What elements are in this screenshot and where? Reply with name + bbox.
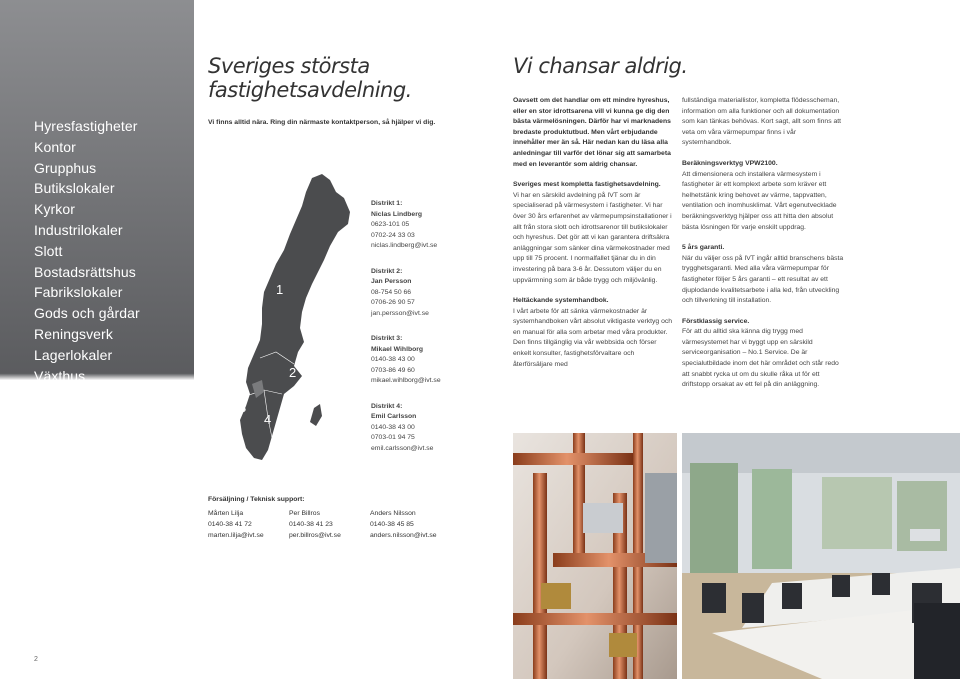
sweden-map <box>232 172 362 464</box>
district-block <box>371 267 441 320</box>
section-body: fullständiga materiallistor, kompletta flödesscheman, information om alla funktioner och all dokumentation som kan tänkas behövas. Kort sagt, allt som finns att veta om våra värmepumpar finns i vår systemhandbok. <box>682 97 842 147</box>
copper-pipes-photo <box>513 433 677 679</box>
category-item: Grupphus <box>34 159 97 176</box>
district-block <box>371 402 441 455</box>
district-name: Mikael Wihlborg <box>371 345 424 353</box>
district-email[interactable]: niclas.lindberg@ivt.se <box>371 242 438 249</box>
district-heading: Distrikt 3: <box>371 335 403 342</box>
contact-phone: 0140-38 45 85 <box>370 521 414 528</box>
district-phone: 08-754 50 66 <box>371 288 412 296</box>
contact-email[interactable]: anders.nilsson@ivt.se <box>370 532 437 539</box>
contact-phone: 0140-38 41 23 <box>289 521 333 528</box>
section-heading: 5 års garanti. <box>682 244 725 252</box>
section-heading: Heltäckande systemhandbok. <box>513 297 609 305</box>
lead-paragraph: Oavsett om det handlar om ett mindre hyreshus, eller en stor idrottsarena vill vi kunna ge dig den bästa värmelösningen. Därför har vi marknadens bredaste produktutbud. Men vårt erbjudande innehåller mer än så. Här nedan kan du läsa alla anledningar till varför det lönar sig att samarbeta med en leverantör som aldrig chansar. <box>513 97 671 168</box>
district-phone: 0140-38 43 00 <box>371 423 415 431</box>
district-email[interactable]: mikael.wihlborg@ivt.se <box>371 377 441 384</box>
category-item: Fabrikslokaler <box>34 284 123 301</box>
map-shape <box>240 174 350 460</box>
section-body: Vi har en särskild avdelning på IVT som är specialiserad på värmesystem i fastigheter. Vi har över 30 års erfarenhet av värmepumpsinstallationer i allt från stora slott och idrottsarenor till butikslokaler och hyreshus. Det gör att vi kan garantera driftsäkra anläggningar som sänker dina värmekostnader med upp till 75 procent. I normalfallet tjänar du in din investering på bara 3-6 år. Dessutom väljer du en uppvärmning som är både trygg och miljövänlig. <box>513 191 672 284</box>
contact-name: Mårten Lilja <box>208 510 244 517</box>
contact-email[interactable]: marten.lilja@ivt.se <box>208 532 264 539</box>
contact-name: Anders Nilsson <box>370 510 416 517</box>
district-phone: 0140-38 43 00 <box>371 356 415 363</box>
category-item: Butikslokaler <box>34 180 115 197</box>
category-item: Lagerlokaler <box>34 346 113 363</box>
sales-contact <box>289 508 369 541</box>
category-item: Industrilokaler <box>34 221 123 238</box>
district-phone: 0623-101 05 <box>371 221 410 228</box>
category-item: Reningsverk <box>34 325 113 342</box>
district-email[interactable]: jan.persson@ivt.se <box>371 309 429 317</box>
category-list <box>34 116 140 386</box>
sales-contact <box>370 508 450 541</box>
section-body: Att dimensionera och installera värmesystem i fastigheter är ett komplext arbete som kräver ett helhetstänk kring behovet av värme, tappvatten, ventilation och inomhusklimat. Vårt egenutvecklade beräkningsverktyg hjälper oss att hitta den absolut bästa lösningen för varje enskilt uppdrag. <box>682 170 837 231</box>
contact-name: Per Billros <box>289 510 320 517</box>
section-body: För att du alltid ska känna dig trygg med värmesystemet har vi byggt upp en särskild serviceorganisation – No.1 Service. De är specialutbildade inom det här området och står redo att snabbt rycka ut om du skulle råka ut för ett driftstopp orsakat av ett fel på din anläggning. <box>682 328 839 389</box>
district-heading: Distrikt 1: <box>371 200 403 207</box>
text-column-1 <box>513 96 673 370</box>
category-item: Kyrkor <box>34 201 76 218</box>
section-heading: Förstklassig service. <box>682 317 750 325</box>
category-item: Bostadsrättshus <box>34 263 136 280</box>
sales-heading: Försäljning / Teknisk support: <box>208 496 305 503</box>
district-block <box>371 334 441 387</box>
section-body: I vårt arbete för att sänka värmekostnader är systemhandboken vårt absolut viktigaste verktyg och en manual för alla som arbetar med våra produkter. Den finns tillgänglig via vår webbsida och förser enkelt konsulter, fastighetsförvaltare och återförsäljare med <box>513 307 673 368</box>
category-item: Växthus <box>34 367 86 384</box>
category-sidebar <box>0 0 194 679</box>
map-label-2: 2 <box>289 365 297 380</box>
page-number: 2 <box>34 656 38 663</box>
district-name: Emil Carlsson <box>371 413 417 420</box>
page-title-right: Vi chansar aldrig. <box>513 54 688 78</box>
district-contacts <box>371 199 441 469</box>
page-title-left: Sveriges största fastighetsavdelning. <box>208 54 412 102</box>
district-mobile: 0703-01 94 75 <box>371 434 415 441</box>
district-mobile: 0703-86 49 60 <box>371 366 415 374</box>
contact-phone: 0140-38 41 72 <box>208 521 252 528</box>
district-heading: Distrikt 4: <box>371 402 403 410</box>
district-name: Jan Persson <box>371 278 412 285</box>
gotland-shape <box>310 404 322 426</box>
district-mobile: 0702-24 33 03 <box>371 231 415 239</box>
contact-email[interactable]: per.billros@ivt.se <box>289 532 341 539</box>
category-item: Slott <box>34 242 63 259</box>
section-heading: Beräkningsverktyg VPW2100. <box>682 159 778 167</box>
section-heading: Sveriges mest kompletta fastighetsavdelning. <box>513 181 661 189</box>
map-label-4: 4 <box>264 412 272 427</box>
map-label-3: 3 <box>239 400 247 415</box>
district-email[interactable]: emil.carlsson@ivt.se <box>371 444 434 452</box>
sales-support <box>208 494 437 539</box>
district-block <box>371 199 441 252</box>
conference-room-photo <box>682 433 960 679</box>
district-mobile: 0706-26 90 57 <box>371 299 415 306</box>
category-item: Kontor <box>34 138 76 155</box>
intro-text: Vi finns alltid nära. Ring din närmaste kontaktperson, så hjälper vi dig. <box>208 119 436 126</box>
district-heading: Distrikt 2: <box>371 267 403 275</box>
section-body: När du väljer oss på IVT ingår alltid branschens bästa trygghetsgaranti. Med alla våra värmepumpar för fastigheter följer 5 års garanti – ett resultat av ett djuplodande kvalitetsarbete i alla led, från utveckling och tillverkning till installation. <box>682 254 844 305</box>
sales-contact <box>208 508 288 541</box>
category-item: Hyresfastigheter <box>34 118 138 134</box>
map-label-1: 1 <box>276 282 284 297</box>
district-name: Niclas Lindberg <box>371 210 422 218</box>
text-column-2 <box>682 96 847 391</box>
category-item: Gods och gårdar <box>34 305 140 322</box>
